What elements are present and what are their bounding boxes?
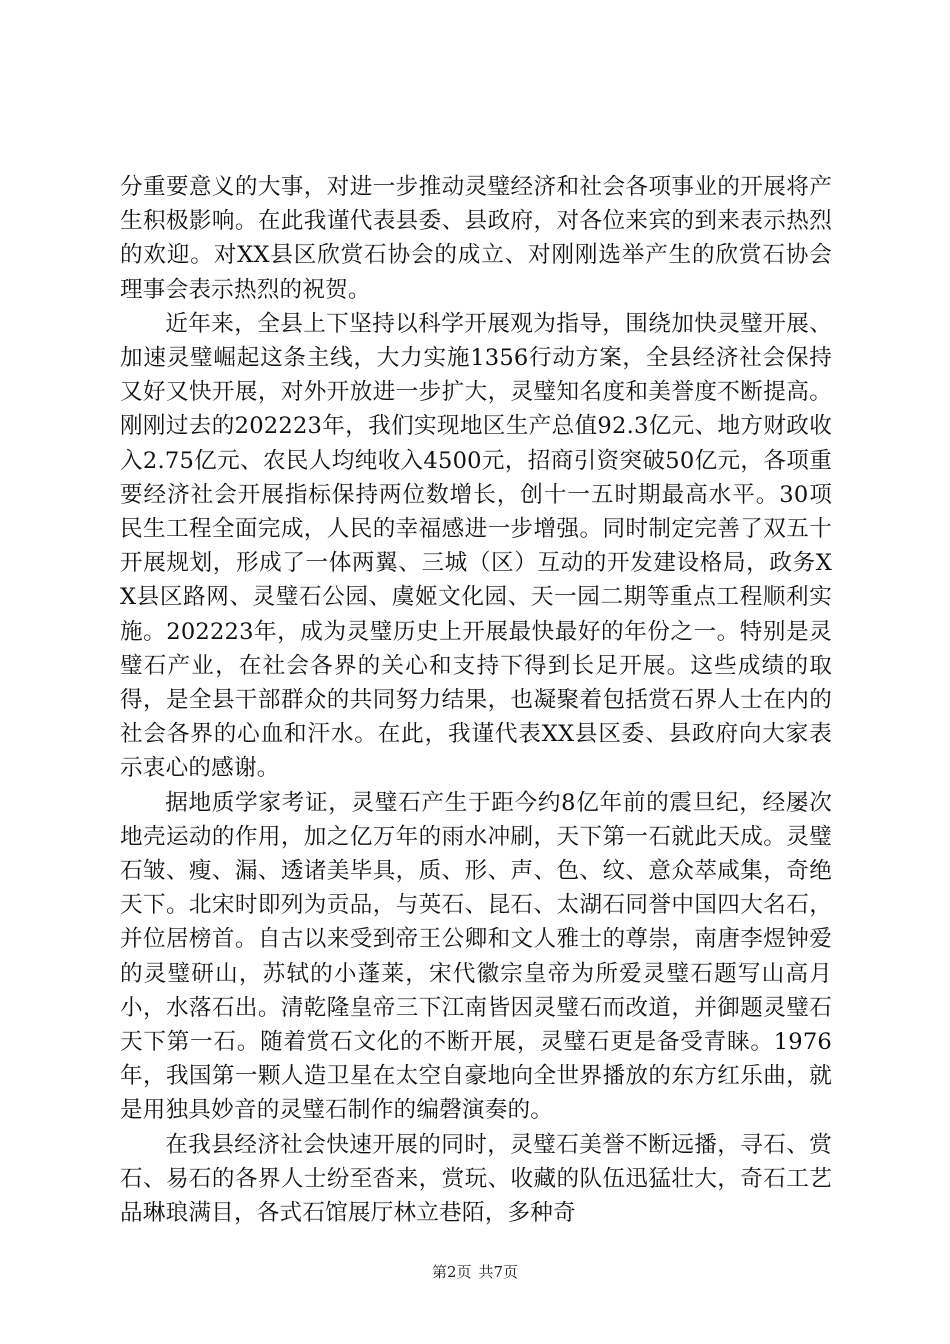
- document-body: [120, 170, 832, 1230]
- paragraph-3: 据地质学家考证，灵璧石产生于距今约8亿年前的震旦纪，经屡次地壳运动的作用，加之亿万年的雨水冲刷，天下第一石就此天成。灵璧石皱、瘦、漏、透诸美毕具，质、形、声、色、纹、意众萃咸集，奇绝天下。北宋时即列为贡品，与英石、昆石、太湖石同誉中国四大名石，并位居榜首。自古以来受到帝王公卿和文人雅士的尊崇，南唐李煜钟爱的灵璧研山，苏轼的小蓬莱，宋代徽宗皇帝为所爱灵璧石题写山高月小，水落石出。清乾隆皇帝三下江南皆因灵璧石而改道，并御题灵璧石天下第一石。随着赏石文化的不断开展，灵璧石更是备受青睐。1976年，我国第一颗人造卫星在太空自豪地向全世界播放的东方红乐曲，就是用独具妙音的灵璧石制作的编磬演奏的。: [120, 789, 832, 1124]
- paragraph-1: 分重要意义的大事，对进一步推动灵璧经济和社会各项事业的开展将产生积极影响。在此我谨代表县委、县政府，对各位来宾的到来表示热烈的欢迎。对XX县区欣赏石协会的成立、对刚刚选举产生的欣赏石协会理事会表示热烈的祝贺。: [120, 174, 832, 303]
- page-total: 共7页: [478, 1263, 519, 1281]
- page-number: 第2页: [431, 1263, 472, 1281]
- paragraph-2: 近年来，全县上下坚持以科学开展观为指导，围绕加快灵璧开展、加速灵璧崛起这条主线，大力实施1356行动方案，全县经济社会保持又好又快开展，对外开放进一步扩大，灵璧知名度和美誉度不断提高。刚刚过去的202223年，我们实现地区生产总值92.3亿元、地方财政收入2.75亿元、农民人均纯收入4500元，招商引资突破50亿元，各项重要经济社会开展指标保持两位数增长，创十一五时期最高水平。30项民生工程全面完成，人民的幸福感进一步增强。同时制定完善了双五十开展规划，形成了一体两翼、三城（区）互动的开发建设格局，政务XX县区路网、灵璧石公园、虞姬文化园、天一园二期等重点工程顺利实施。202223年，成为灵璧历史上开展最快最好的年份之一。特别是灵璧石产业，在社会各界的关心和支持下得到长足开展。这些成绩的取得，是全县干部群众的共同努力结果，也凝聚着包括赏石界人士在内的社会各界的心血和汗水。在此，我谨代表XX县区委、县政府向大家表示衷心的感谢。: [120, 310, 832, 782]
- paragraph-4: 在我县经济社会快速开展的同时，灵璧石美誉不断远播，寻石、赏石、易石的各界人士纷至沓来，赏玩、收藏的队伍迅猛壮大，奇石工艺品琳琅满目，各式石馆展厅林立巷陌，多种奇: [120, 1131, 832, 1227]
- page-footer: [0, 1262, 950, 1282]
